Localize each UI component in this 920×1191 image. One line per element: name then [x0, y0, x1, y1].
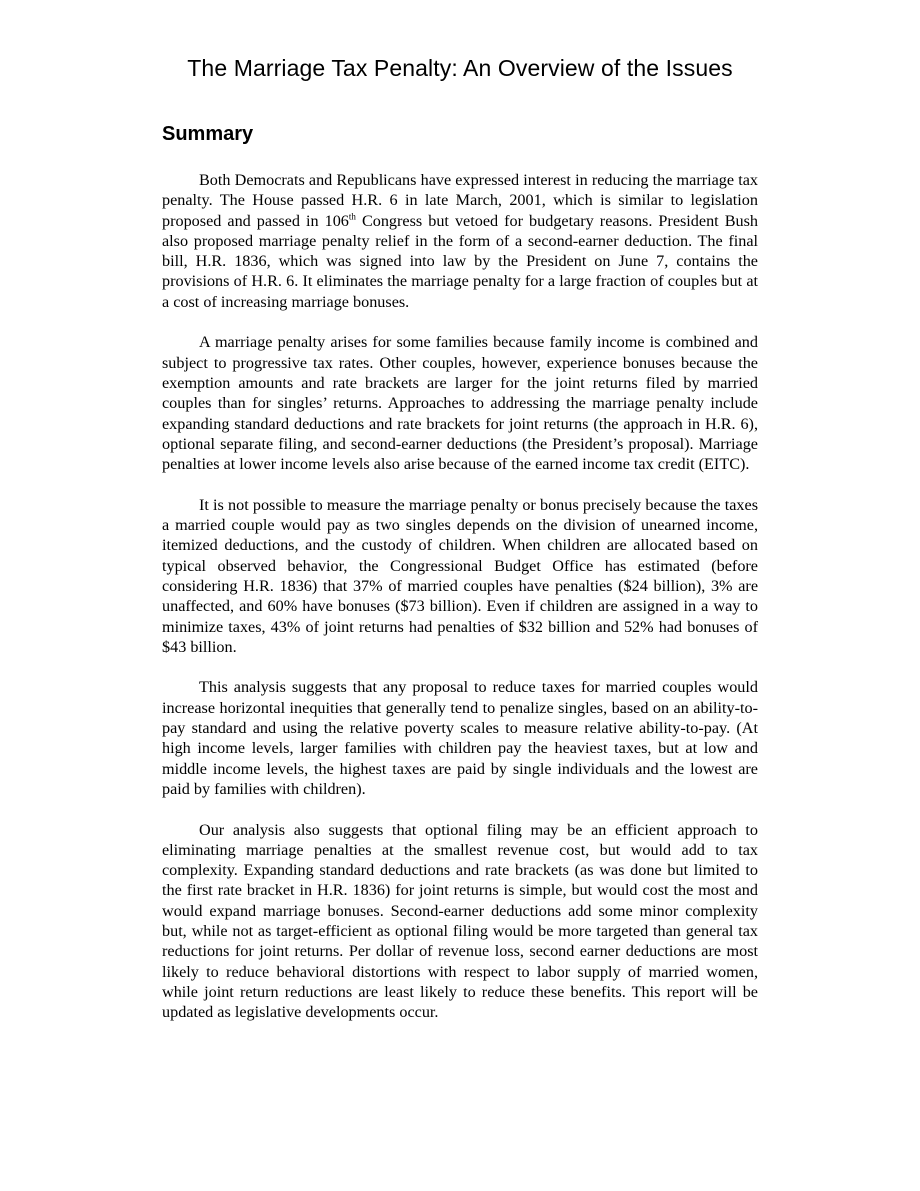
document-title: The Marriage Tax Penalty: An Overview of the Issues — [187, 55, 733, 81]
ordinal-suffix: th — [348, 211, 356, 222]
paragraph-1 — [162, 170, 758, 312]
paragraph-5: Our analysis also suggests that optional filing may be an efficient approach to eliminating marriage penalties at the smallest revenue cost, but would add to tax complexity. Expanding standard deductions and rate brackets (as was done but limited to the first rate bracket in H.R. 1836) for joint returns is simple, but would cost the most and would expand marriage bonuses. Second-earner deductions add some minor complexity but, while not as target-efficient as optional filing would be more targeted than general tax reductions for joint returns. Per dollar of revenue loss, second earner deductions are most likely to reduce behavioral distortions with respect to labor supply of married women, while joint return reductions are least likely to reduce these benefits. This report will be updated as legislative developments occur. — [162, 820, 758, 1022]
paragraph-4: This analysis suggests that any proposal to reduce taxes for married couples would increase horizontal inequities that generally tend to penalize singles, based on an ability-to-pay standard and using the relative poverty scales to measure relative ability-to-pay. (At high income levels, larger families with children pay the heaviest taxes, but at low and middle income levels, the highest taxes are paid by single individuals and the lowest are paid by families with children). — [162, 678, 758, 798]
section-heading-summary: Summary — [162, 123, 254, 145]
paragraph-1-text-a: Both Democrats and Republicans have expressed interest in reducing the marriage tax penalty. The House passed H.R. 6 in late March, 2001, which is similar to legislation proposed and passed in 106 — [162, 171, 758, 230]
paragraph-3: It is not possible to measure the marriage penalty or bonus precisely because the taxes a married couple would pay as two singles depends on the division of unearned income, itemized deductions, and the custody of children. When children are allocated based on typical observed behavior, the Congressional Budget Office has estimated (before considering H.R. 1836) that 37% of married couples have penalties ($24 billion), 3% are unaffected, and 60% have bonuses ($73 billion). Even if children are assigned in a way to minimize taxes, 43% of joint returns had penalties of $32 billion and 52% had bonuses of $43 billion. — [162, 495, 758, 656]
summary-body — [162, 170, 758, 1043]
paragraph-2: A marriage penalty arises for some families because family income is combined and subject to progressive tax rates. Other couples, however, experience bonuses because the exemption amounts and rate brackets are larger for the joint returns filed by married couples than for singles’ returns. Approaches to addressing the marriage penalty include expanding standard deductions and rate brackets for joint returns (the approach in H.R. 6), optional separate filing, and second-earner deductions (the President’s proposal). Marriage penalties at lower income levels also arise because of the earned income tax credit (EITC). — [162, 333, 758, 474]
paragraph-1-text-b: Congress but vetoed for budgetary reasons. President Bush also proposed marriage penalty relief in the form of a second-earner deduction. The final bill, H.R. 1836, which was signed into law by the President on June 7, contains the provisions of H.R. 6. It eliminates the marriage penalty for a large fraction of couples but at a cost of increasing marriage bonuses. — [162, 211, 758, 311]
